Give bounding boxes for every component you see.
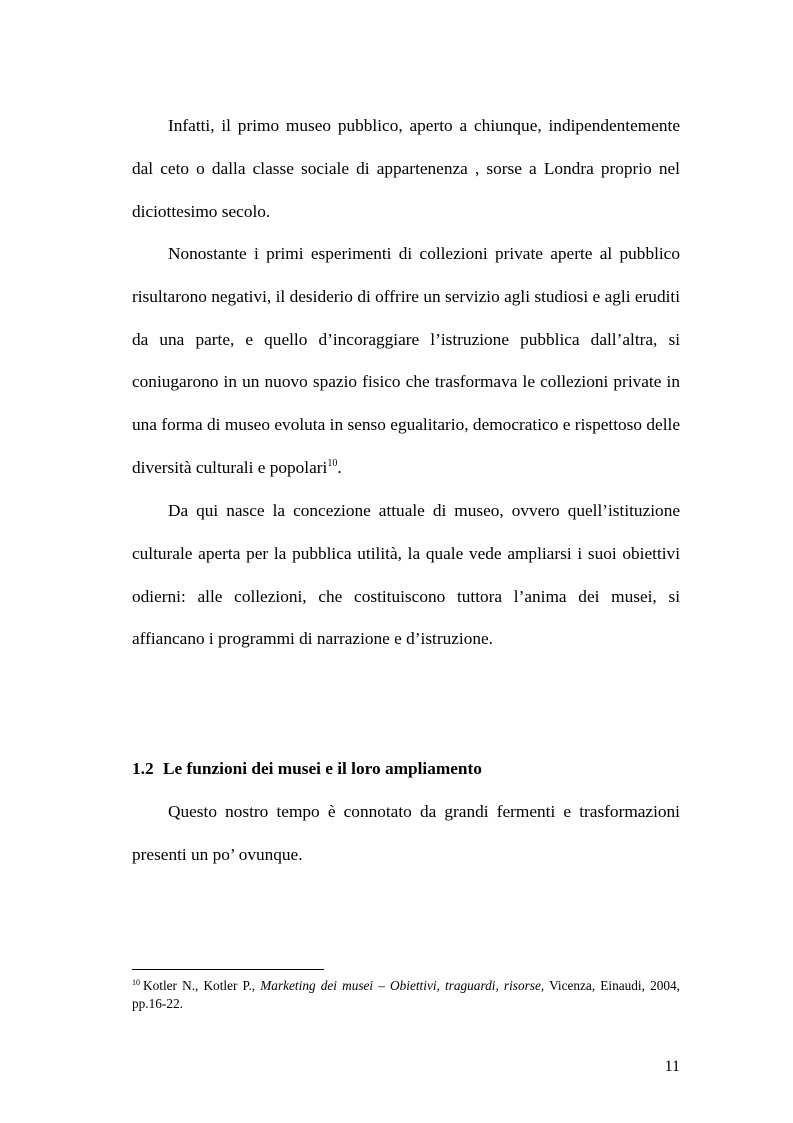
paragraph-tail: . — [337, 457, 342, 477]
footnote-authors: Kotler N., Kotler P., — [143, 978, 261, 993]
footnote-separator — [132, 969, 324, 970]
paragraph-text: Da qui nasce la concezione attuale di museo, ovvero quell’istituzione culturale aperta per la pubblica utilità, la quale vede ampliarsi i suoi obiettivi odierni: alle collezioni, che costituiscono tuttora l’anima dei musei, si affiancano i programmi di narrazione e d’istruzione. — [132, 501, 680, 649]
body-paragraph — [132, 105, 680, 233]
page-number: 11 — [664, 1058, 680, 1075]
section-number: 1.2 — [132, 759, 154, 778]
paragraph-text: Infatti, il primo museo pubblico, aperto a chiunque, indipendentemente dal ceto o dalla classe sociale di appartenenza , sorse a Londra proprio nel diciottesimo secolo. — [132, 116, 680, 221]
document-page — [132, 0, 680, 1123]
footnote — [132, 977, 680, 1013]
section-title: Le funzioni dei musei e il loro ampliamento — [163, 759, 482, 778]
paragraph-text: Nonostante i primi esperimenti di collezioni private aperte al pubblico risultarono negativi, il desiderio di offrire un servizio agli studiosi e agli eruditi da una parte, e quello d’incoraggiare l’istruzione pubblica dall’altra, si coniugarono in un nuovo spazio fisico che trasformava le collezioni private in una forma di museo evoluta in senso egualitario, democratico e rispettoso delle diversità culturali e popolari — [132, 244, 680, 477]
footnote-number: 10 — [132, 978, 140, 987]
paragraph-text: Questo nostro tempo è connotato da grandi fermenti e trasformazioni presenti un po’ ovunque. — [132, 802, 680, 864]
section-heading — [132, 756, 680, 782]
body-paragraph — [132, 791, 680, 877]
footnote-reference[interactable]: 10 — [327, 457, 338, 469]
body-paragraph — [132, 490, 680, 661]
footnote-title: Marketing dei musei – Obiettivi, traguardi, risorse, — [260, 978, 545, 993]
body-paragraph — [132, 233, 680, 490]
footnote-rest: Vicenza, Einaudi, 2004, pp.16-22. — [132, 978, 680, 1011]
